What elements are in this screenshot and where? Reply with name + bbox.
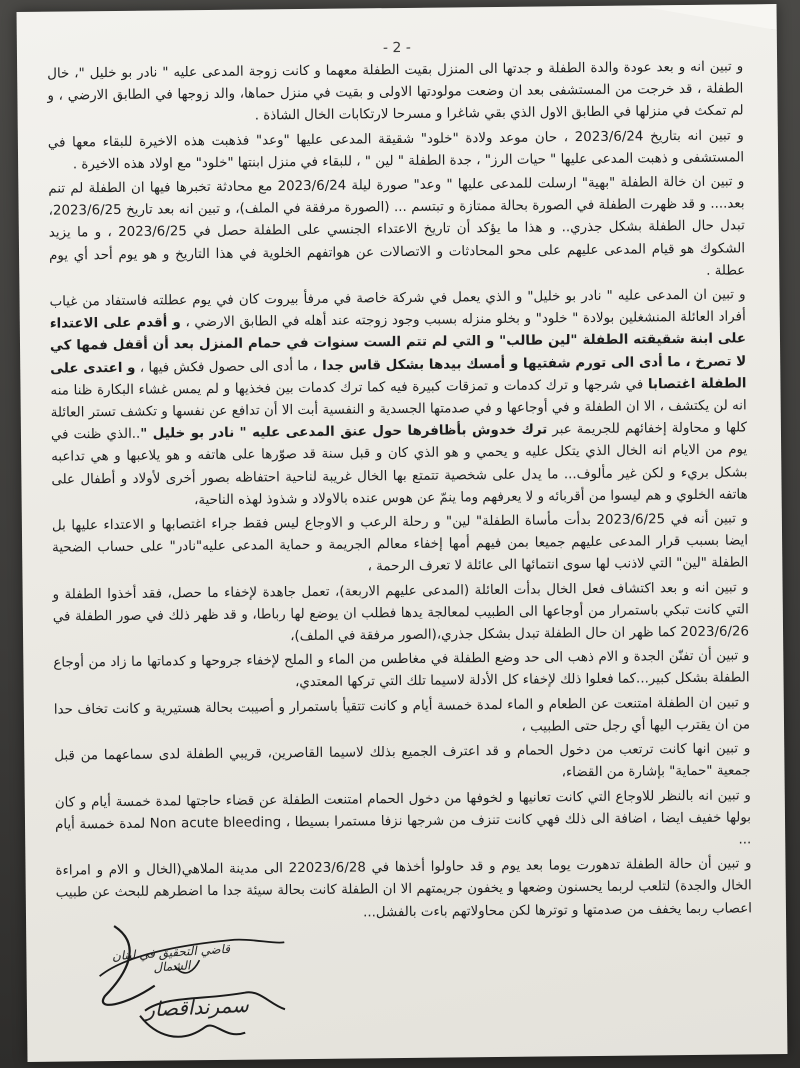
text-run: و تبين انه بتاريخ 2023/6/24 ، حان موعد ولادة "خلود" شقيقة المدعى عليها "وعد" فذهبت هذه الاخيرة للبقاء معها في المستشفى و ذهبت المدعى عليها " حيات الرز" ، جدة الطفلة " لين " ، للبقاء في منزل ابنتها "خلود" مع اولاد هذه الاخيرة . [47,128,745,173]
paragraph [53,646,749,698]
handwritten-signature [84,914,305,1056]
bold-text: و أقدم على الاعتداء على ابنة شقيقته الطفلة "لين طالب" و التي لم تتم الست سنوات في حمام المنزل بعد أن أقفل فمها كي لا تصرخ ، ما أدى الى تورم شفتيها و أمسك بيدها بشكل قاس جدا [49,315,747,374]
text-run: و تبين انها كانت ترتعب من دخول الحمام و قد اعترف الجميع بذلك لاسيما القاصرين، قريبي الطفلة لدى سماعهما من قبل جمعية "حماية" بإشارة من القضاء، [54,741,751,781]
text-run: و تبين أن تفنّن الجدة و الام ذهب الى حد وضع الطفلة في مغاطس من الماء و الملح لإخفاء جروحها و كدماتها ما زاد من أوجاع الطفلة بشكل كبير...كما فعلوا ذلك لإخفاء كل الأدلة لاسيما تلك التي تركها المعتدي، [53,648,750,691]
paragraph [47,56,744,130]
latin-text: Non acute bleeding [149,814,282,832]
paragraph [54,692,750,744]
bold-text: ترك خدوش بأظافرها حول عنق المدعى عليه " نادر بو خليل " [140,422,548,442]
text-run: في شرجها و ترك كدمات و تمزقات كبيرة فيه كما ترك كدمات بين فخذيها و لم يمس غشاء البكارة ظنا منه انه لن يكتشف ، الا ان الطفلة و في أوجاعها و في صدمتها الجسدية و النفسية أبت الا أن تدافع عن نفسها و تكشف تستر العائلة كلها و محاولة إخفائهم للجريمة عبر [50,377,747,438]
text-run: لمدة خمسة أيام ... [54,816,752,848]
text-run: و تبين أن حالة الطفلة تدهورت يوما بعد يوم و قد حاولوا أخذها في 22023/6/28 الى مدينة الملاهي(الخال و الام و امراءة الخال والجدة) لتلعب لربما يحسنون وضعها و يخفون جريمتهم الا ان الطفلة كانت بحالة سيئة جدا ما اضطرهم للبحث عن طبيب اعصاب ربما يخفف من صدمتها و توترها لكن محاولاتهم باءت بالفشل... [55,856,753,920]
text-run: ..الذي ظنت في يوم من الايام انه الخال الذي يتكل عليه و يحمي و هو الذي كان و قبل سنة قد صوّرها على هاتفه و هو يلاعبها و هي تداعبه بشكل بريء و لكن غير مألوف... ما يدل على شخصية تتمتع بها الخال غريبة لناحية احتفاظه بصور أخرى لأولاد و أطفال على هاتفه الخلوي و هم ليسوا من أقربائه و لا يعرفهم وما ينمّ عن هوس عنده بالاولاد و شذوذ لهذه الناحية، [50,426,748,509]
paragraph [49,284,747,513]
text-run: و تبين ان الطفلة امتنعت عن الطعام و الماء لمدة خمسة أيام و كانت تتقيأ باستمرار و أصيبت بحالة هستيرية و كانت تخاف حدا من ان يقترب اليها أي رجل حتى الطبيب ، [53,695,751,735]
paragraph [55,785,752,859]
signature-title: قاضي التحقيق في لبنان الشمال [111,941,231,975]
bold-text: و اعتدى على الطفلة اغتصابا [50,360,747,393]
signature-name: سمرنداقصار [144,992,250,1022]
text-run: و تبين انه و بعد عودة والدة الطفلة و جدتها الى المنزل بقيت الطفلة معهما و كانت زوجة المدعى عليه " نادر بو خليل "، خال الطفلة ، قد خرجت من المستشفى بعد ان وضعت مولودتها الاولى و بقيت في منزل حماها، والد زوجها في الطابق الارضي ، و لم تمكث في منزلها في الطابق الاول الذي بقي شاغرا و مسرحا لارتكابات الخال الشاذة . [47,59,744,124]
text-run: و تبين ان خالة الطفلة "بهية" ارسلت للمدعى عليها " وعد" صورة ليلة 2023/6/24 مع محادثة تخبرها فيها ان الطفلة لم تنم بعد.... و قد ظهرت الطفلة في الصورة بحالة ممتازة و تبتسم ... (الصورة مرفقة في الملف)، و تبين انه بعد تاريخ 2023/6/25، تبدل حال الطفلة بشكل جذري.. و هذا ما يؤكد أن تاريخ الاعتداء الجنسي على الطفلة حصل في 2023/6/25 ، و ما يزيد الشكوك هو قيام المدعى عليهم على محو المحادثات و الاتصالات عن هواتفهم الخلوية في هذا التاريخ و هو يوم أحد أي يوم عطلة . [48,174,746,279]
text-run: و تبين انه بالنظر للاوجاع التي كانت تعانيها و لخوفها من دخول الحمام امتنعت الطفلة عن قضاء حاجتها لمدة خمسة أيام و كان بولها خفيف ايضا ، اضافة الى ذلك فهي كانت تنزف من شرجها نزفا مستمرا بسيطا ، [54,787,752,830]
document-body [47,56,752,929]
paragraph [54,738,750,790]
paragraph [52,508,749,582]
text-run: و تبين ان المدعى عليه " نادر بو خليل" و الذي يعمل في شركة خاصة في مرفأ بيروت كان في يوم عطلته فاستفاد من غياب أفراد العائلة المنشغلين بولادة " خلود" و بخلو منزله بسبب وجود زوجته عند أهله في الطابق الارضي ، [49,287,746,331]
folded-corner [636,4,776,31]
paragraph [53,577,750,651]
paragraph [48,125,744,177]
text-run: و تبين أنه في 2023/6/25 بدأت مأساة الطفلة" لين" و رحلة الرعب و الاوجاع ليس فقط جراء اغتصابها و الاعتداء عليها بل ايضا بسبب قرار المدعى عليهم جميعا بمن فيهم أمها إخفاء معالم الجريمة و حماية المدعى عليه"نادر" على حساب الضحية الطفلة "لين" التي لاذنب لها سوى انتمائها الى عائلة لا تعرف الرحمة ، [51,511,749,575]
text-run: و تبين انه و بعد اكتشاف فعل الخال بدأت العائلة (المدعى عليهم الاربعة)، تعمل جاهدة لإخفاء ما حصل، فقد أخذوا الطفلة و التي كانت تبكي باستمرار من أوجاعها الى الطبيب لمعالجة يدها فطلب ان يوضع لها رباطا، و قد ظهر ذلك في صور الطفلة في 2023/6/26 كما ظهر ان حال الطفلة تبدل بشكل جذري،(الصور مرفقة في الملف)، [52,580,750,645]
text-run: ، ما أدى الى حصول فكش فيها ، [135,358,318,376]
document-page [17,4,788,1062]
paragraph [48,171,745,289]
page-number: - 2 - [382,39,411,57]
